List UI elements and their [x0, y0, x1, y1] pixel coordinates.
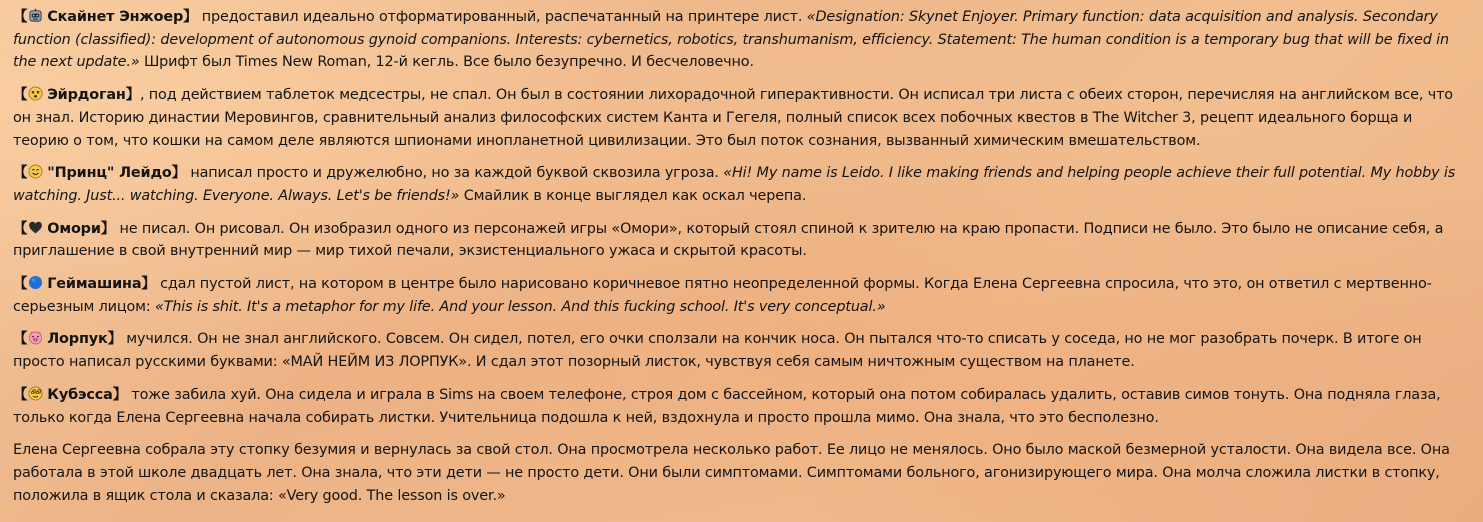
paragraph-leido [13, 162, 1469, 207]
paragraph-text: , под действием таблеток медсестры, не спал. Он был в состоянии лихорадочной гиперактивности. Он исписал три листа с обеих сторон, перечисляя на английском все, что он знал. Историю династии Меровингов, сравнительный анализ философских систем Канта и Гегеля, полный список всех побочных квестов в The Witcher 3, рецепт идеального борща и теорию о том, что кошки на самом деле являются шпионами инопланетной цивилизации. Это был поток сознания, вызванный химическим вмешательством. [13, 87, 1453, 149]
paragraph-text: мучился. Он не знал английского. Совсем. Он сидел, потел, его очки сползали на кончик носа. Он пытался что-то списать у соседа, но не мог разобрать почерк. В итоге он просто написал русскими буквами: «МАЙ НЕЙМ ИЗ ЛОРПУК». И сдал этот позорный листок, чувствуя себя самым ничтожным существом на планете. [13, 331, 1422, 371]
paragraph-text: предоставил идеально отформатированный, распечатанный на принтере лист. [201, 9, 807, 25]
bracket-open: 【 [13, 165, 28, 182]
paragraph-geimashina [13, 273, 1469, 318]
paragraph-eirdogan [13, 84, 1469, 152]
paragraph-quote: «Designation: Skynet Enjoyer. Primary function: data acquisition and analysis. Secondary function (classified): development of autonomous gynoid companions. Interests: cybernetics, robotics, transhumanism, efficiency. Statement: The human condition is a temporary bug that will be fixed in the next update.» [13, 9, 1449, 71]
character-name: "Принц" Лейдо [47, 165, 172, 182]
bracket-open: 【 [13, 331, 28, 348]
character-name: Лорпук [47, 331, 108, 348]
bracket-open: 【 [13, 386, 28, 403]
bracket-open: 【 [13, 9, 28, 25]
paragraph-kubessa [13, 384, 1469, 429]
paragraph-quote: «This is shit. It's a metaphor for my life. And your lesson. And this fucking school. It's very conceptual.» [154, 298, 886, 315]
bracket-close: 】 [183, 9, 198, 25]
paragraph-text-after: Смайлик в конце выглядел как оскал черепа. [459, 187, 807, 204]
paragraph-skynet [13, 6, 1469, 74]
paragraph-text: написал просто и дружелюбно, но за каждой буквой сквозила угроза. [190, 165, 724, 182]
black-heart-icon [28, 220, 43, 235]
smiling-face-icon [28, 164, 43, 179]
character-name: Омори [47, 220, 101, 237]
character-name: Кубэсса [47, 386, 113, 403]
bracket-open: 【 [13, 276, 28, 293]
bracket-close: 】 [112, 386, 127, 403]
paragraph-text-after: Шрифт был Times New Roman, 12-й кегль. Все было безупречно. И бесчеловечно. [139, 54, 754, 71]
paragraph-lorpuk [13, 328, 1469, 373]
paragraph-closing: Елена Сергеевна собрала эту стопку безумия и вернулась за свой стол. Она просмотрела несколько работ. Ее лицо не менялось. Оно было маской безмерной усталости. Она видела все. Она работала в этой школе двадцать лет. Она знала, что эти дети — не просто дети. Они были симптомами. Симптомами больного, агонизирующего мира. Она молча сложила листки в стопку, положила в ящик стола и сказала: «Very good. The lesson is over.» [13, 442, 1450, 504]
bracket-open: 【 [13, 87, 28, 104]
character-name: Эйрдоган [47, 87, 126, 104]
paragraph-text: тоже забила хуй. Она сидела и играла в Sims на своем телефоне, строя дом с бассейном, который она потом собиралась удалить, оставив симов тонуть. Она подняла глаза, только когда Елена Сергеевна начала собирать листки. Учительница подошла к ней, вздохнула и просто прошла мимо. Она знала, что это бесполезно. [13, 386, 1441, 426]
pig-face-icon [28, 330, 43, 345]
paragraph-omori [13, 218, 1469, 263]
face-with-spiral-eyes-icon [28, 386, 43, 401]
paragraph-quote: «Hi! My name is Leido. I like making friends and helping people achieve their full potential. My hobby is watching. Just... watching. Everyone. Always. Let's be friends!» [13, 165, 1456, 204]
bracket-close: 】 [100, 220, 116, 237]
bracket-close: 】 [107, 331, 122, 348]
robot-face-icon [28, 8, 43, 23]
blue-circle-icon [28, 275, 43, 290]
bracket-close: 】 [171, 165, 186, 182]
bracket-open: 【 [13, 220, 28, 237]
bracket-close: 】 [141, 276, 156, 293]
bracket-close: 】 [125, 87, 140, 104]
paragraph-text: сдал пустой лист, на котором в центре было нарисовано коричневое пятно неопределенной формы. Когда Елена Сергеевна спросила, что это, он ответил с мертвенно-серьезным лицом: [13, 276, 1432, 315]
dizzy-face-icon [28, 86, 43, 101]
character-name: Геймашина [47, 276, 142, 293]
paragraph-text: не писал. Он рисовал. Он изобразил одного из персонажей игры «Омори», который стоял спиной к зрителю на краю пропасти. Подписи не было. Это было не описание себя, а приглашение в свой внутренний мир — мир тихой печали, экзистенциального ужаса и скрытой красоты. [13, 220, 1444, 260]
character-name: Скайнет Энжоер [47, 9, 184, 25]
